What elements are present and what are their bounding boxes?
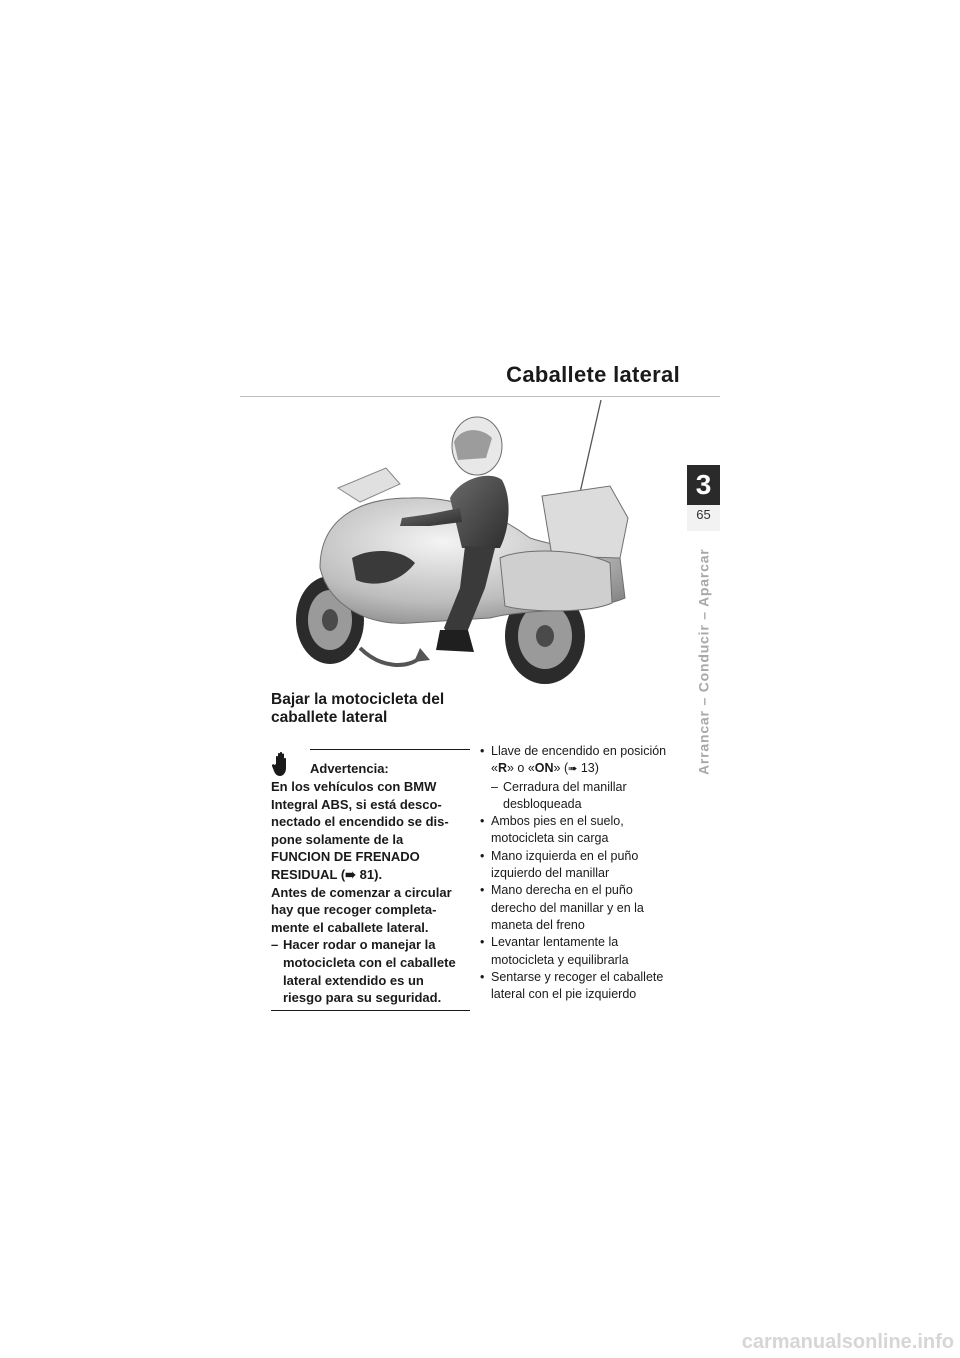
page-title: Caballete lateral [506,362,680,387]
step-line: Sentarse y recoger el caballete [491,969,664,984]
step-line: motocicleta sin carga [491,831,609,846]
warning-line: FUNCION DE FRENADO [271,849,420,865]
page-number: 65 [696,507,711,522]
step-line: Ambos pies en el suelo, [491,814,624,829]
step-item [480,969,685,1004]
bullet-marker: • [480,883,485,898]
motorcycle-illustration [290,398,640,688]
warning-line: hay que recoger completa- [271,902,437,918]
step-line [491,760,685,778]
section-heading-line: Bajar la motocicleta del [271,691,445,708]
step-line: izquierdo del manillar [491,866,610,881]
warning-dash-line: motocicleta con el caballete [283,954,456,970]
bullet-marker: • [480,969,485,984]
step-item [480,743,685,779]
step-item [480,848,685,883]
step-line: Levantar lentamente la [491,935,619,950]
warning-bottom-rule [271,1010,470,1011]
step-item [480,882,685,934]
dash-marker: – [271,937,279,953]
warning-box [271,749,470,1011]
bullet-marker: • [480,744,485,758]
step-line: motocicleta y equilibrarla [491,952,629,967]
title-divider [240,396,720,397]
quote-or: » o « [506,761,535,776]
step-line: derecho del manillar y en la [491,900,644,915]
step-line: lateral con el pie izquierdo [491,987,637,1002]
warning-body [271,778,470,1007]
page-reference: 13) [577,761,599,776]
bullet-marker: • [480,848,485,863]
steps-list [480,743,685,1003]
warning-line: pone solamente de la [271,831,404,847]
sub-step-item [480,779,685,814]
warning-dash-line: riesgo para su seguridad. [283,990,442,1006]
warning-dash-line: lateral extendido es un [283,972,424,988]
step-line: desbloqueada [503,796,582,811]
chapter-number: 3 [687,465,720,505]
step-line: Mano izquierda en el puño [491,848,639,863]
key-position-on: ON [534,761,554,776]
step-line: Mano derecha en el puño [491,883,633,898]
step-line: Llave de encendido en posición [491,744,667,758]
warning-title: Advertencia: [310,761,389,776]
bullet-marker: • [480,935,485,950]
chapter-side-label: Arrancar – Conducir – Aparcar [695,548,712,775]
warning-top-rule [310,749,470,750]
dash-marker: – [491,779,498,794]
section-heading-line: caballete lateral [271,709,388,726]
chapter-tab [687,465,720,531]
warning-line: En los vehículos con BMW [271,779,437,794]
stop-hand-icon [271,751,293,777]
warning-dash-item [271,936,470,1006]
step-item [480,934,685,969]
watermark: carmanualsonline.info [741,1331,954,1353]
warning-line: Antes de comenzar a circular [271,884,452,900]
step-line: Cerradura del manillar [503,779,627,794]
key-position-r: R [497,761,507,776]
warning-line: RESIDUAL (➠ 81). [271,866,383,882]
quote-mark: » ( [553,761,569,776]
step-item [480,813,685,848]
warning-line: mente el caballete lateral. [271,919,429,935]
warning-line: nectado el encendido se dis- [271,814,449,830]
section-heading [271,691,471,727]
bullet-marker: • [480,814,485,829]
warning-line: Integral ABS, si está desco- [271,796,442,812]
step-line: maneta del freno [491,917,585,932]
reference-arrow-icon: ➠ [568,763,578,776]
quote-mark: « [491,761,498,776]
warning-dash-line: Hacer rodar o manejar la [283,937,436,953]
